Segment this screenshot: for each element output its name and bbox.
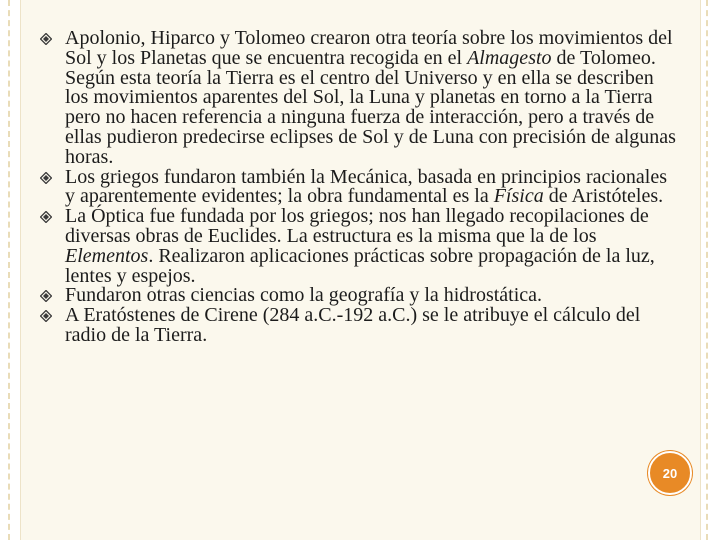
item-emphasis: Almagesto [467, 46, 552, 69]
diamond-bullet-icon [40, 172, 52, 184]
list-item [40, 29, 680, 168]
item-text-end: de Aristóteles. [543, 185, 664, 208]
right-dashed-border [706, 0, 708, 540]
item-text-end: de Tolomeo. Según esta teoría la Tierra es el centro del Universo y en ella se describen los movimientos aparentes del Sol, la Luna y planetas en torno a la Tierra pero no hacen referencia a ninguna fuerza de interacción, pero a través de ellas pudieron predecirse eclipses de Sol y de Luna con precisión de algunas horas. [65, 46, 676, 168]
item-text-end: . Realizaron aplicaciones prácticas sobre propagación de la luz, lentes y espejos. [65, 244, 655, 287]
diamond-bullet-icon [40, 310, 52, 322]
left-dashed-border [8, 0, 10, 540]
item-emphasis: Elementos [65, 244, 149, 267]
list-item [40, 165, 680, 208]
page-number-badge: 20 [648, 451, 692, 495]
list-item [40, 207, 680, 286]
item-text: A Eratóstenes de Cirene (284 a.C.-192 a.C.) se le atribuye el cálculo del radio de la Tierra. [65, 304, 641, 346]
bullet-list [40, 29, 680, 346]
diamond-bullet-icon [40, 33, 52, 45]
item-text: Apolonio, Hiparco y Tolomeo crearon otra teoría sobre los movimientos del Sol y los Planetas que se encuentra recogida en el [65, 27, 673, 69]
item-emphasis: Física [493, 185, 544, 208]
list-item [40, 306, 680, 346]
item-text: Los griegos fundaron también la Mecánica, basada en principios racionales y aparentemente evidentes; la obra fundamental es la [65, 165, 668, 208]
diamond-bullet-icon [40, 290, 52, 302]
diamond-bullet-icon [40, 211, 52, 223]
item-text: La Óptica fue fundada por los griegos; nos han llegado recopilaciones de diversas obras de Euclides. La estructura es la misma que la de los [65, 205, 649, 247]
item-text: Fundaron otras ciencias como la geografía y la hidrostática. [65, 284, 543, 307]
